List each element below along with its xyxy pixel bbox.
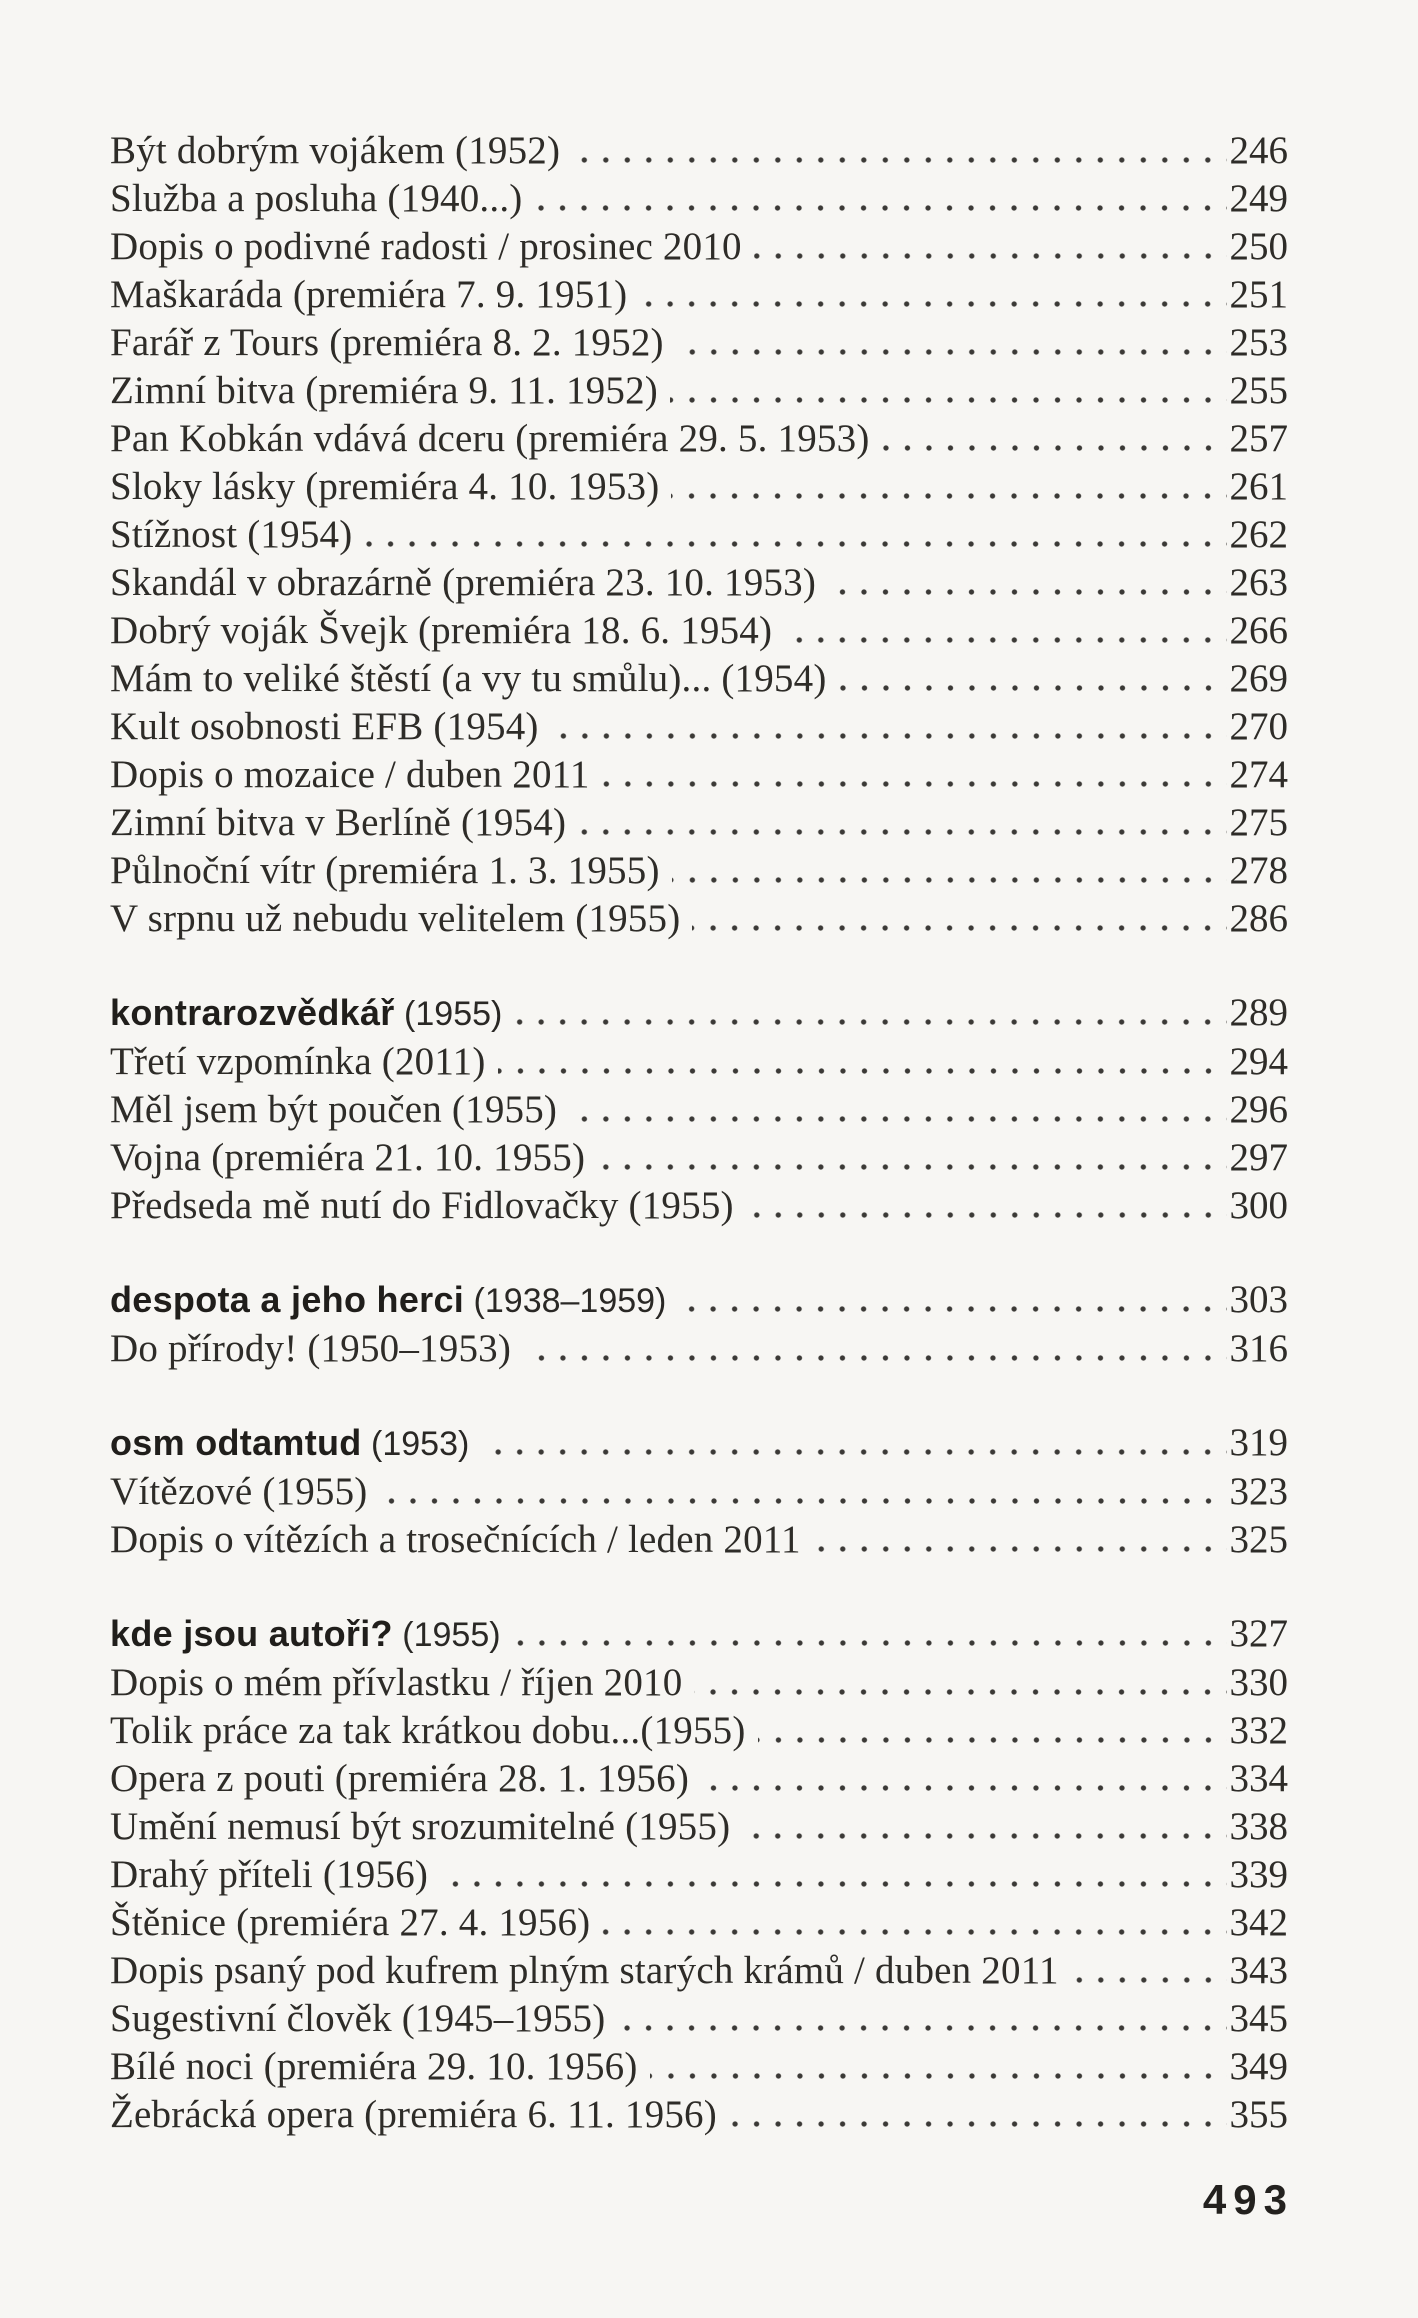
toc-entry [110,1803,1288,1851]
toc-entry [110,1276,1288,1325]
toc-entry [110,1995,1288,2043]
toc-entry-page: 253 [1229,321,1288,364]
toc-entry-title [110,1086,557,1134]
toc-entry [110,1182,1288,1230]
dot-leader [481,1449,1226,1455]
toc-entry-title-text: Být dobrým vojákem (1952) [110,129,561,172]
dot-leader [440,1881,1226,1887]
toc-group [110,1610,1288,2139]
toc-entry [110,703,1288,751]
dot-leader [551,733,1227,739]
toc-entry-page: 332 [1229,1709,1288,1752]
toc-entry-page: 261 [1229,465,1288,508]
toc-entry-title [110,319,664,367]
dot-leader [746,1212,1227,1218]
dot-leader [670,397,1227,403]
toc-entry [110,895,1288,943]
toc-entry [110,415,1288,463]
dot-leader [694,1689,1226,1695]
toc-group [110,1419,1288,1564]
toc-entry-title-text: Do přírody! (1950–1953) [110,1327,512,1370]
toc-entry [110,1659,1288,1707]
dot-leader [676,349,1227,355]
toc-entry-title-text: Zimní bitva (premiéra 9. 11. 1952) [110,369,658,412]
toc-entry-title [110,1038,486,1086]
toc-entry-title [110,655,827,703]
toc-entry-page: 343 [1229,1949,1288,1992]
toc-entry-title [110,1899,590,1947]
dot-leader [692,925,1226,931]
toc-entry-title [110,1419,469,1468]
toc-entry-title-year: (1955) [394,995,503,1033]
toc-entry [110,751,1288,799]
toc-entry [110,1851,1288,1899]
toc-entry [110,175,1288,223]
dot-leader [380,1498,1227,1504]
dot-leader [578,829,1226,835]
toc-entry-title-text: V srpnu už nebudu velitelem (1955) [110,897,681,940]
dot-leader [602,781,1227,787]
toc-entry-page: 262 [1229,513,1288,556]
toc-entry [110,1086,1288,1134]
toc-entry [110,271,1288,319]
toc-entry [110,463,1288,511]
toc-entry-title [110,127,560,175]
toc-entry-title-year: (1953) [361,1425,470,1463]
toc-entry-title-text: Kult osobnosti EFB (1954) [110,705,539,748]
dot-leader [650,2073,1227,2079]
toc-entry-title-text: Dopis o mém přívlastku / říjen 2010 [110,1661,683,1704]
toc-entry-page: 294 [1229,1040,1288,1083]
toc-entry [110,989,1288,1038]
toc-entry-title-text: Vítězové (1955) [110,1470,368,1513]
toc-entry [110,511,1288,559]
toc-entry [110,1468,1288,1516]
toc-entry-title-text: Farář z Tours (premiéra 8. 2. 1952) [110,321,664,364]
toc-entry-page: 266 [1229,609,1288,652]
toc-entry [110,1038,1288,1086]
table-of-contents [110,127,1288,2139]
dot-leader [882,445,1227,451]
dot-leader [617,2025,1226,2031]
toc-entry [110,1899,1288,1947]
toc-entry-title-text: Drahý příteli (1956) [110,1853,429,1896]
toc-entry-page: 250 [1229,225,1288,268]
dot-leader [523,1355,1226,1361]
toc-entry-title-text: Zimní bitva v Berlíně (1954) [110,801,567,844]
toc-entry-title-text: Stížnost (1954) [110,513,353,556]
toc-entry-title [110,1803,730,1851]
dot-leader [828,589,1226,595]
toc-entry-page: 249 [1229,177,1288,220]
toc-entry [110,1610,1288,1659]
toc-entry [110,2091,1288,2139]
dot-leader [784,637,1226,643]
page-number-footer: 493 [1202,2176,1294,2223]
toc-entry-page: 296 [1229,1088,1288,1131]
toc-entry-title [110,463,659,511]
toc-group [110,1276,1288,1373]
dot-leader [602,1929,1226,1935]
dot-leader [534,205,1226,211]
toc-entry-title-text: Třetí vzpomínka (2011) [110,1040,486,1083]
toc-entry-title [110,1707,746,1755]
toc-entry-title-text: Dopis psaný pod kufrem plným starých krámů / duben 2011 [110,1949,1059,1992]
toc-entry-page: 338 [1229,1805,1288,1848]
toc-entry-page: 327 [1229,1612,1288,1655]
dot-leader [513,1640,1227,1646]
toc-entry-page: 334 [1229,1757,1288,1800]
toc-entry-title [110,415,870,463]
toc-entry-title [110,1516,801,1564]
toc-entry-title [110,989,502,1038]
toc-entry-page: 269 [1229,657,1288,700]
toc-entry-page: 303 [1229,1278,1288,1321]
toc-entry [110,1516,1288,1564]
toc-entry [110,2043,1288,2091]
toc-entry-title [110,2091,717,2139]
dot-leader [671,493,1226,499]
toc-entry-title [110,271,627,319]
toc-entry [110,367,1288,415]
toc-entry-title [110,751,590,799]
toc-entry-title [110,1468,368,1516]
toc-entry [110,1755,1288,1803]
toc-entry [110,847,1288,895]
dot-leader [758,1737,1227,1743]
toc-entry-page: 246 [1229,129,1288,172]
toc-entry-title [110,799,566,847]
toc-group [110,989,1288,1230]
toc-entry [110,1947,1288,1995]
toc-entry-title-text: Dobrý voják Švejk (premiéra 18. 6. 1954) [110,609,773,652]
dot-leader [813,1546,1227,1552]
toc-entry-page: 325 [1229,1518,1288,1561]
toc-entry [110,223,1288,271]
toc-entry-title-text: Půlnoční vítr (premiéra 1. 3. 1955) [110,849,660,892]
toc-entry-page: 257 [1229,417,1288,460]
toc-entry-page: 274 [1229,753,1288,796]
dot-leader [597,1164,1226,1170]
toc-entry-title-year: (1938–1959) [464,1282,667,1320]
toc-entry-title-text: Předseda mě nutí do Fidlovačky (1955) [110,1184,734,1227]
dot-leader [701,1785,1226,1791]
toc-entry [110,1419,1288,1468]
toc-entry-title-text: osm odtamtud [110,1422,362,1463]
toc-entry-title-text: Vojna (premiéra 21. 10. 1955) [110,1136,586,1179]
toc-entry-page: 255 [1229,369,1288,412]
toc-entry-title-text: Bílé noci (premiéra 29. 10. 1956) [110,2045,638,2088]
toc-entry-title-text: Umění nemusí být srozumitelné (1955) [110,1805,731,1848]
toc-entry-title-text: kde jsou autoři? [110,1613,393,1654]
dot-leader [754,253,1227,259]
dot-leader [672,877,1227,883]
toc-entry-title-text: Dopis o podivné radosti / prosinec 2010 [110,225,742,268]
toc-entry-title-text: Tolik práce za tak krátkou dobu...(1955) [110,1709,746,1752]
dot-leader [569,1116,1226,1122]
toc-entry-title-text: Pan Kobkán vdává dceru (premiéra 29. 5. 1953) [110,417,870,460]
toc-entry-title-text: despota a jeho herci [110,1279,465,1320]
toc-entry-page: 316 [1229,1327,1288,1370]
toc-entry-title [110,367,658,415]
toc-entry [110,319,1288,367]
dot-leader [498,1068,1227,1074]
toc-entry-title [110,847,660,895]
dot-leader [729,2121,1227,2127]
toc-entry-title [110,703,539,751]
toc-entry-title-text: Skandál v obrazárně (premiéra 23. 10. 1953) [110,561,817,604]
toc-entry-page: 270 [1229,705,1288,748]
dot-leader [572,157,1226,163]
toc-entry-title-text: Dopis o mozaice / duben 2011 [110,753,590,796]
toc-entry-title [110,1947,1059,1995]
toc-entry-title [110,1659,682,1707]
toc-group [110,127,1288,943]
toc-entry [110,655,1288,703]
toc-entry-page: 263 [1229,561,1288,604]
toc-entry-title-text: kontrarozvědkář [110,992,395,1033]
toc-entry [110,607,1288,655]
toc-entry-page: 345 [1229,1997,1288,2040]
toc-entry-title-text: Sugestivní člověk (1945–1955) [110,1997,606,2040]
toc-entry-title-text: Mám to veliké štěstí (a vy tu smůlu)... (1954) [110,657,827,700]
toc-entry-title [110,175,522,223]
toc-entry-page: 297 [1229,1136,1288,1179]
dot-leader [678,1306,1226,1312]
dot-leader [514,1019,1226,1025]
dot-leader [742,1833,1226,1839]
toc-entry-title [110,1182,734,1230]
toc-entry-title [110,511,352,559]
toc-entry-title-text: Maškaráda (premiéra 7. 9. 1951) [110,273,628,316]
toc-entry-page: 319 [1229,1421,1288,1464]
toc-entry-title-year: (1955) [392,1616,501,1654]
toc-entry-page: 251 [1229,273,1288,316]
toc-entry-page: 275 [1229,801,1288,844]
dot-leader [1071,1977,1227,1983]
toc-entry-title [110,895,680,943]
toc-entry-title [110,223,742,271]
toc-entry-title-text: Služba a posluha (1940...) [110,177,523,220]
toc-entry-title-text: Opera z pouti (premiéra 28. 1. 1956) [110,1757,690,1800]
toc-entry-page: 349 [1229,2045,1288,2088]
toc-entry-title [110,1134,585,1182]
toc-entry-title [110,1851,428,1899]
toc-entry-title [110,1995,605,2043]
toc-entry [110,1325,1288,1373]
toc-entry-title [110,1276,666,1325]
toc-entry-title [110,607,772,655]
toc-entry [110,127,1288,175]
dot-leader [639,301,1226,307]
toc-entry-title-text: Sloky lásky (premiéra 4. 10. 1953) [110,465,660,508]
toc-entry-page: 355 [1229,2093,1288,2136]
dot-leader [364,541,1226,547]
toc-entry [110,1134,1288,1182]
toc-entry-page: 286 [1229,897,1288,940]
dot-leader [839,685,1227,691]
toc-entry-page: 342 [1229,1901,1288,1944]
toc-entry-page: 289 [1229,991,1288,1034]
toc-entry-page: 339 [1229,1853,1288,1896]
toc-entry-page: 323 [1229,1470,1288,1513]
toc-entry-page: 330 [1229,1661,1288,1704]
toc-entry-title [110,1755,689,1803]
toc-entry-title [110,1610,501,1659]
toc-entry-title [110,559,816,607]
toc-entry [110,1707,1288,1755]
toc-entry-title-text: Žebrácká opera (premiéra 6. 11. 1956) [110,2093,717,2136]
toc-entry [110,559,1288,607]
toc-entry-page: 278 [1229,849,1288,892]
toc-entry-title [110,1325,511,1373]
toc-entry-title-text: Štěnice (premiéra 27. 4. 1956) [110,1901,591,1944]
toc-entry-title [110,2043,638,2091]
toc-entry-title-text: Dopis o vítězích a trosečnících / leden 2011 [110,1518,801,1561]
toc-entry [110,799,1288,847]
toc-entry-page: 300 [1229,1184,1288,1227]
toc-entry-title-text: Měl jsem být poučen (1955) [110,1088,558,1131]
